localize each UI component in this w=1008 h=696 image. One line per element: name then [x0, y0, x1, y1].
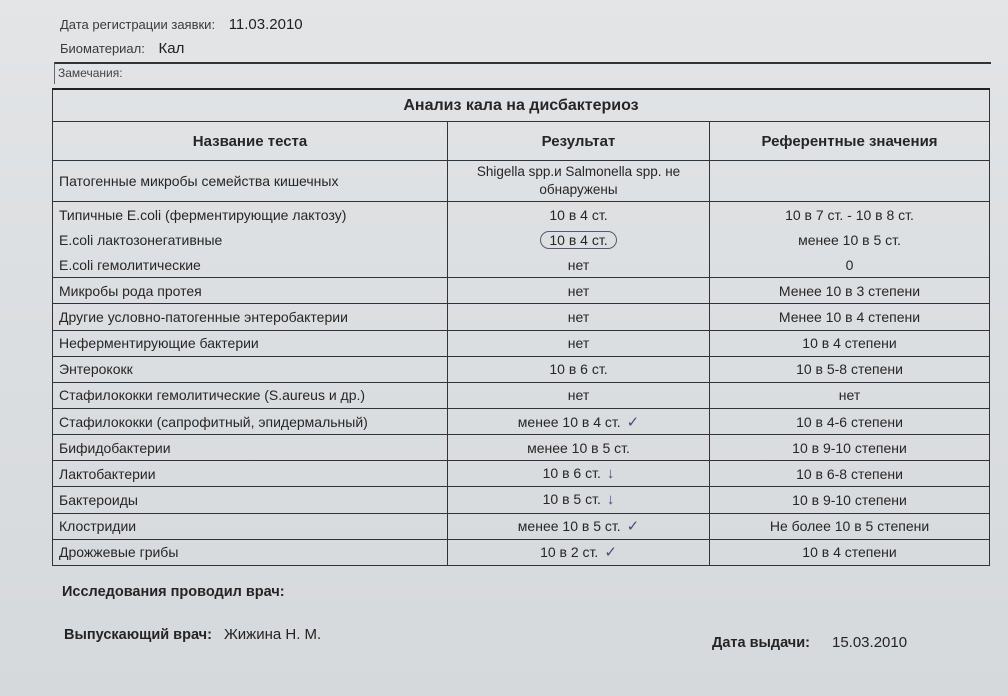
test-result-cell — [448, 461, 710, 487]
test-result-cell — [448, 227, 710, 252]
issue-date-value: 15.03.2010 — [831, 634, 908, 651]
check-mark-icon: ✓ — [626, 518, 640, 536]
table-title: Анализ кала на дисбактериоз — [53, 89, 990, 122]
registration-date-value: 11.03.2010 — [228, 16, 303, 33]
test-result-cell — [448, 408, 710, 434]
test-reference: 10 в 5-8 степени — [710, 356, 990, 382]
releasing-doctor-line — [64, 626, 321, 643]
test-name: Бактероиды — [53, 487, 448, 513]
test-name: Микробы рода протея — [53, 278, 448, 304]
test-reference: 0 — [710, 252, 990, 278]
test-name: Типичные E.coli (ферментирующие лактозу) — [53, 201, 448, 227]
test-result: 10 в 2 ст. — [540, 544, 599, 561]
biomaterial-line — [60, 40, 184, 57]
test-name: Неферментирующие бактерии — [53, 330, 448, 356]
test-name: Бифидобактерии — [53, 435, 448, 461]
test-name: E.coli гемолитические — [53, 252, 448, 278]
test-name: Лактобактерии — [53, 461, 448, 487]
test-name: Энтерококк — [53, 356, 448, 382]
test-result: менее 10 в 5 ст. — [517, 518, 621, 535]
table-row — [53, 435, 990, 461]
test-result-cell — [448, 487, 710, 513]
table-row — [53, 461, 990, 487]
table-row — [53, 330, 990, 356]
table-row — [53, 278, 990, 304]
test-result-cell — [448, 539, 710, 565]
table-row — [53, 487, 990, 513]
test-name: Стафилококки гемолитические (S.aureus и др.) — [53, 382, 448, 408]
test-result: 10 в 5 ст. — [542, 491, 601, 508]
test-result: Shigella spp.и Salmonella spp. не обнаружены — [448, 161, 710, 202]
remarks-label: Замечания: — [58, 66, 123, 80]
test-reference: Не более 10 в 5 степени — [710, 513, 990, 539]
test-result: нет — [448, 304, 710, 330]
test-result: нет — [448, 252, 710, 278]
test-reference: 10 в 7 ст. - 10 в 8 ст. — [710, 201, 990, 227]
releasing-doctor-name: Жижина Н. М. — [223, 626, 322, 643]
results-table — [52, 88, 990, 566]
test-name: Стафилококки (сапрофитный, эпидермальный) — [53, 408, 448, 434]
test-reference: 10 в 6-8 степени — [710, 461, 990, 487]
test-name: Клостридии — [53, 513, 448, 539]
table-row — [53, 304, 990, 330]
test-result: 10 в 6 ст. — [542, 465, 601, 482]
test-reference: Менее 10 в 4 степени — [710, 304, 990, 330]
issue-date-label: Дата выдачи: — [712, 635, 810, 651]
down-arrow-icon: ↓ — [606, 491, 615, 509]
column-header-reference: Референтные значения — [710, 122, 990, 161]
biomaterial-value: Кал — [158, 40, 185, 57]
table-row — [53, 252, 990, 278]
test-name: Другие условно-патогенные энтеробактерии — [53, 304, 448, 330]
test-result: 10 в 4 ст. — [448, 201, 710, 227]
test-reference: 10 в 9-10 степени — [710, 435, 990, 461]
test-name: E.coli лактозонегативные — [53, 227, 448, 252]
test-result: нет — [448, 330, 710, 356]
table-row — [53, 513, 990, 539]
test-result: менее 10 в 5 ст. — [448, 435, 710, 461]
table-row — [53, 227, 990, 252]
releasing-doctor-label: Выпускающий врач: — [64, 627, 212, 643]
column-header-result: Результат — [448, 122, 710, 161]
table-row — [53, 201, 990, 227]
test-reference: 10 в 4 степени — [710, 330, 990, 356]
test-reference: 10 в 4-6 степени — [710, 408, 990, 434]
circled-result: 10 в 4 ст. — [540, 231, 616, 249]
test-result: нет — [448, 278, 710, 304]
test-reference: нет — [710, 382, 990, 408]
table-row — [53, 539, 990, 565]
biomaterial-label: Биоматериал: — [60, 41, 145, 56]
remarks-box — [54, 62, 991, 84]
column-header-test: Название теста — [53, 122, 448, 161]
test-result: менее 10 в 4 ст. — [517, 413, 621, 430]
down-arrow-icon: ↓ — [606, 465, 615, 483]
test-result: нет — [448, 382, 710, 408]
table-row — [53, 382, 990, 408]
check-mark-icon: ✓ — [604, 544, 617, 562]
test-reference — [710, 161, 990, 202]
table-row — [53, 356, 990, 382]
test-reference: Менее 10 в 3 степени — [710, 278, 990, 304]
check-mark-icon: ✓ — [626, 413, 640, 431]
test-result-cell — [448, 513, 710, 539]
research-doctor-label: Исследования проводил врач: — [62, 584, 285, 600]
registration-date-line — [60, 16, 303, 33]
table-row — [53, 161, 990, 202]
table-row — [53, 408, 990, 434]
test-name: Дрожжевые грибы — [53, 539, 448, 565]
test-reference: 10 в 4 степени — [710, 539, 990, 565]
test-reference: 10 в 9-10 степени — [710, 487, 990, 513]
test-name: Патогенные микробы семейства кишечных — [53, 161, 448, 202]
issue-date-line — [712, 634, 907, 651]
test-result: 10 в 6 ст. — [448, 356, 710, 382]
test-reference: менее 10 в 5 ст. — [710, 227, 990, 252]
registration-date-label: Дата регистрации заявки: — [60, 17, 216, 32]
